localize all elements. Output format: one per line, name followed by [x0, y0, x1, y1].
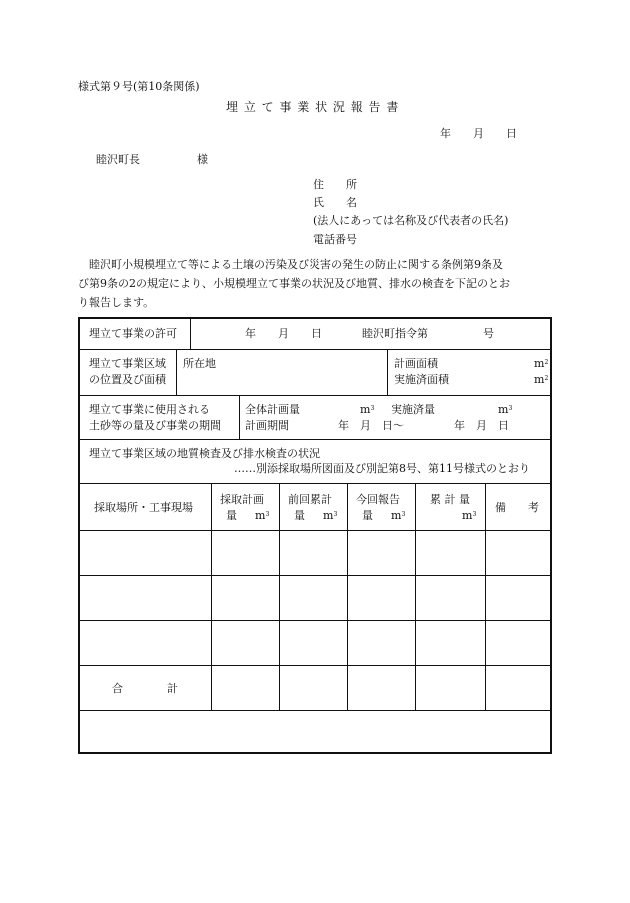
address-label: 住 所 — [313, 178, 357, 191]
row-divider — [80, 710, 550, 711]
completed-amount-label: 実施済量 — [391, 403, 435, 416]
col-divider — [415, 483, 416, 710]
planned-area-unit: $m^2$ — [534, 357, 549, 370]
body-line-3: り報告します。 — [78, 296, 155, 309]
period-label: 計画期間 — [245, 419, 289, 432]
total-planned-unit: $m^3$ — [360, 403, 375, 416]
permit-number: 睦沢町指令第 号 — [362, 327, 494, 340]
col-header-prev-2: 量 $m^3$ — [294, 509, 338, 522]
total-planned-label: 全体計画量 — [245, 403, 300, 416]
soil-label-1: 埋立て事業に使用される — [89, 403, 210, 416]
row-divider — [80, 483, 550, 484]
col-header-prev-1: 前回累計 — [288, 493, 332, 506]
col-divider — [347, 483, 348, 710]
completed-area-label: 実施済面積 — [394, 373, 449, 386]
form-number: 様式第９号(第10条関係) — [78, 80, 200, 93]
col-header-total-unit: $m^3$ — [462, 509, 477, 522]
report-form — [78, 317, 552, 754]
location-field-label: 所在地 — [183, 357, 216, 370]
body-line-1: 睦沢町小規模埋立て等による土壌の汚染及び災害の発生の防止に関する条例第9条及 — [78, 258, 503, 271]
soil-label-2: 土砂等の量及び事業の期間 — [89, 419, 221, 432]
row-divider — [80, 395, 550, 396]
period-to: 年 月 日 — [454, 419, 509, 432]
row-divider — [80, 665, 550, 666]
col-divider — [239, 395, 240, 439]
col-divider — [190, 319, 191, 349]
row-divider — [80, 349, 550, 350]
col-header-current-1: 今回報告 — [356, 493, 400, 506]
col-header-remarks: 備 考 — [495, 501, 539, 514]
completed-amount-unit: $m^3$ — [498, 403, 513, 416]
col-divider — [485, 483, 486, 710]
phone-label: 電話番号 — [313, 233, 357, 246]
permit-label: 埋立て事業の許可 — [89, 327, 177, 340]
inspection-label: 埋立て事業区域の地質検査及び排水検査の状況 — [89, 447, 320, 460]
col-header-current-2: 量 $m^3$ — [362, 509, 406, 522]
row-divider — [80, 439, 550, 440]
corporate-note: (法人にあっては名称及び代表者の氏名) — [313, 214, 509, 227]
body-line-2: び第9条の2の規定により、小規模埋立て事業の状況及び地質、排水の検査を下記のとお — [78, 277, 510, 290]
permit-date: 年 月 日 — [245, 327, 322, 340]
col-header-total-1: 累 計 量 — [430, 493, 470, 506]
honorific: 様 — [197, 153, 208, 166]
col-header-site: 採取場所・工事現場 — [94, 501, 193, 514]
col-divider — [387, 349, 388, 395]
recipient: 睦沢町長 — [96, 153, 140, 166]
row-divider — [80, 530, 550, 531]
period-from: 年 月 日～ — [338, 419, 404, 432]
row-divider — [80, 575, 550, 576]
location-label-1: 埋立て事業区域 — [89, 357, 166, 370]
name-label: 氏 名 — [313, 196, 357, 209]
total-row-label: 合 計 — [112, 682, 178, 695]
col-divider — [211, 483, 212, 710]
document-title: 埋 立 て 事 業 状 況 報 告 書 — [226, 100, 400, 114]
completed-area-unit: $m^2$ — [534, 373, 549, 386]
col-divider — [279, 483, 280, 710]
location-label-2: の位置及び面積 — [89, 373, 166, 386]
date-line: 年 月 日 — [440, 127, 517, 140]
inspection-note: ……別添採取場所図面及び別記第8号、第11号様式のとおり — [234, 462, 530, 475]
col-divider — [176, 349, 177, 395]
row-divider — [80, 620, 550, 621]
col-header-planned-2: 量 $m^3$ — [226, 509, 270, 522]
col-header-planned-1: 採取計画 — [220, 493, 264, 506]
planned-area-label: 計画面積 — [394, 357, 438, 370]
